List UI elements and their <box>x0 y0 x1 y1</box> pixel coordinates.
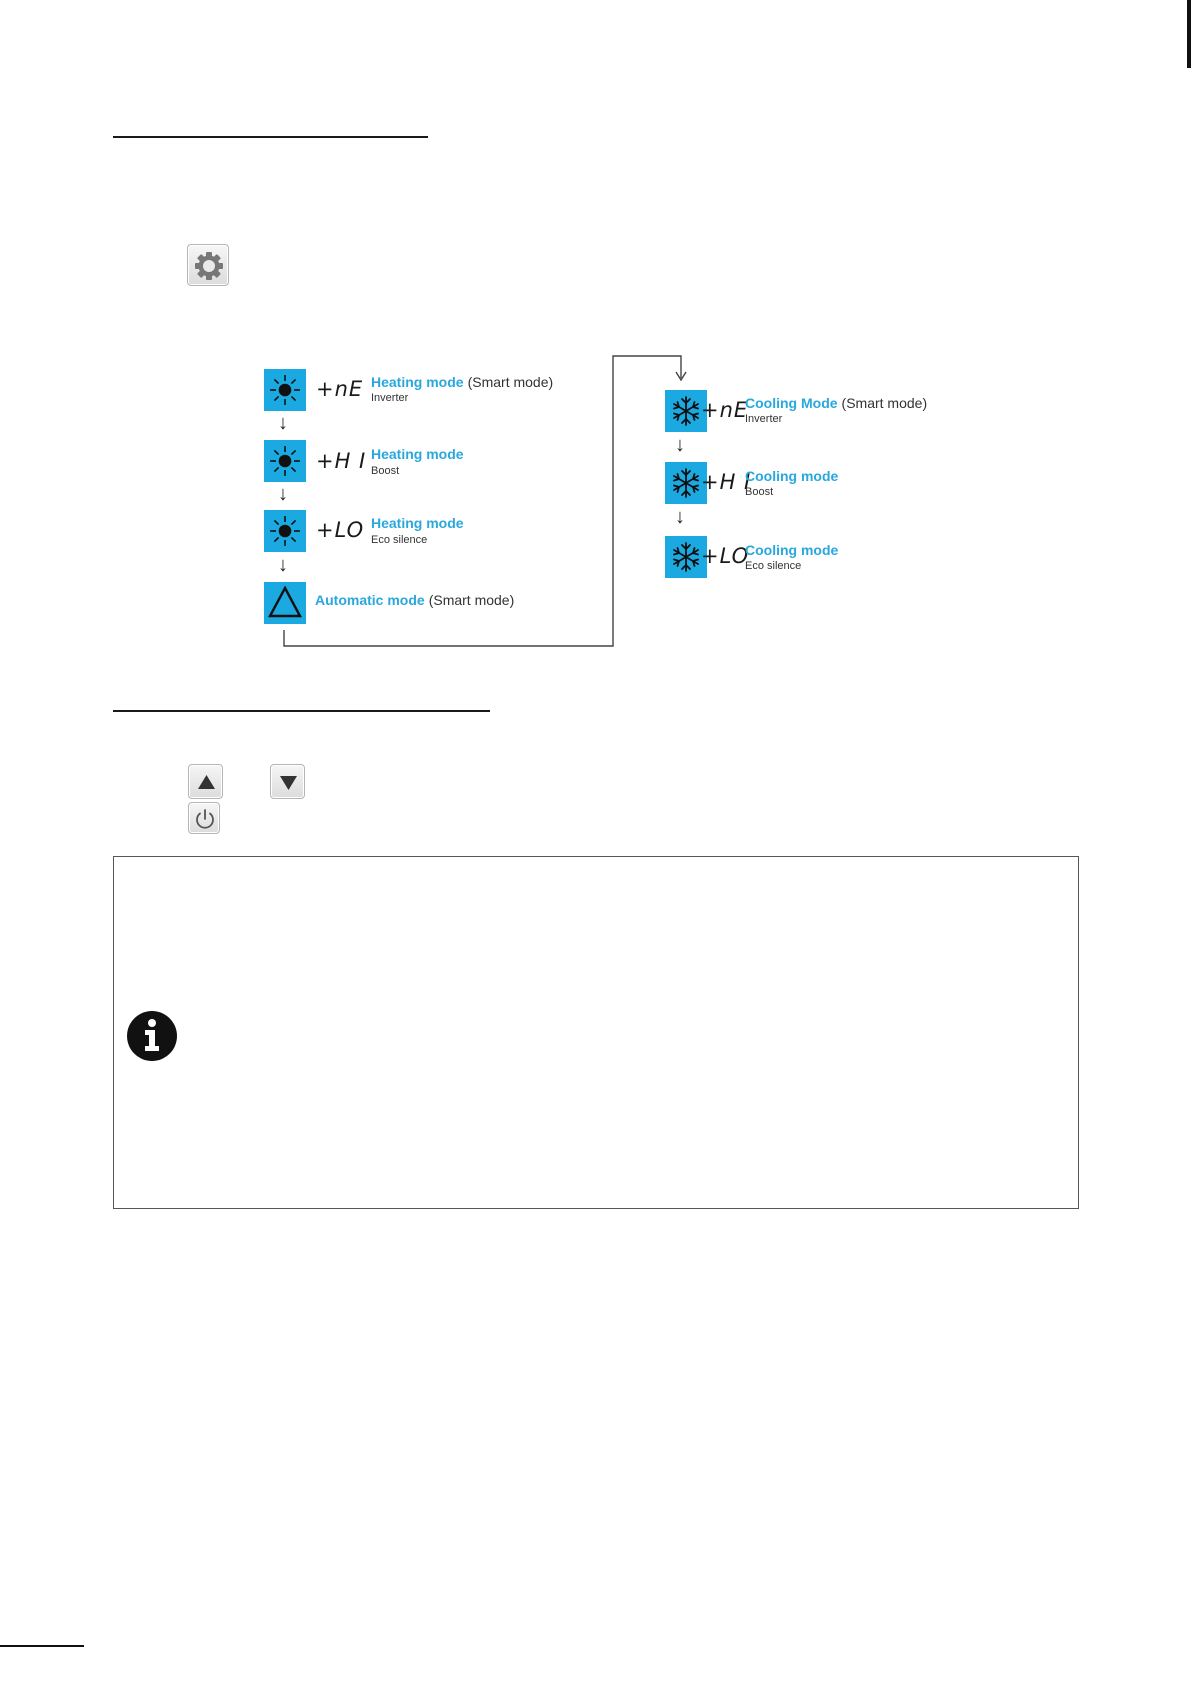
mode-note: (Smart mode) <box>428 592 515 608</box>
mode-title-text: Cooling Mode <box>745 395 838 411</box>
mode-title-text: Cooling mode <box>745 542 839 558</box>
mode-title <box>315 592 514 608</box>
heating-mode-icon <box>264 369 306 411</box>
mode-subtitle: Boost <box>371 465 400 477</box>
sun-icon <box>264 440 306 482</box>
mode-title-text: Heating mode <box>371 374 464 390</box>
mode-title <box>371 446 468 462</box>
power-button[interactable] <box>188 802 220 834</box>
mode-subtitle: Eco silence <box>745 560 802 572</box>
power-icon <box>189 803 221 835</box>
mode-title <box>745 395 927 411</box>
mode-title <box>745 468 842 484</box>
diagram-connector <box>0 0 1191 700</box>
mode-code: +LO <box>701 544 750 568</box>
mode-code: +H I <box>701 470 752 494</box>
flow-arrow: ↓ <box>278 483 288 505</box>
mode-title <box>371 515 468 531</box>
mode-title-text: Cooling mode <box>745 468 839 484</box>
mode-title-text: Automatic mode <box>315 592 425 608</box>
flow-arrow: ↓ <box>675 506 685 528</box>
flow-arrow: ↓ <box>675 434 685 456</box>
mode-subtitle: Boost <box>745 486 774 498</box>
mode-code: +nE <box>701 398 749 422</box>
mode-subtitle: Inverter <box>371 392 409 404</box>
automatic-mode-icon <box>264 582 306 624</box>
triangle-down-icon <box>271 765 306 800</box>
info-note-box <box>113 856 1079 1209</box>
mode-title <box>371 374 553 390</box>
down-button[interactable] <box>270 764 305 799</box>
triangle-icon <box>264 582 306 624</box>
footer-rule <box>0 1645 84 1647</box>
heating-mode-icon <box>264 440 306 482</box>
up-button[interactable] <box>188 764 223 799</box>
mode-title-text: Heating mode <box>371 446 464 462</box>
flow-arrow: ↓ <box>278 554 288 576</box>
sun-icon <box>264 369 306 411</box>
mode-title <box>745 542 842 558</box>
info-icon <box>126 1010 178 1062</box>
mode-note: (Smart mode) <box>841 395 928 411</box>
mode-code: +H I <box>316 449 367 473</box>
mode-subtitle: Inverter <box>745 413 783 425</box>
triangle-up-icon <box>189 765 224 800</box>
heating-mode-icon <box>264 510 306 552</box>
mode-code: +nE <box>316 377 364 401</box>
mode-note: (Smart mode) <box>467 374 554 390</box>
section-heading-rule-2 <box>113 710 490 712</box>
mode-title-text: Heating mode <box>371 515 464 531</box>
mode-code: +LO <box>316 518 365 542</box>
mode-subtitle: Eco silence <box>371 534 428 546</box>
flow-arrow: ↓ <box>278 412 288 434</box>
sun-icon <box>264 510 306 552</box>
